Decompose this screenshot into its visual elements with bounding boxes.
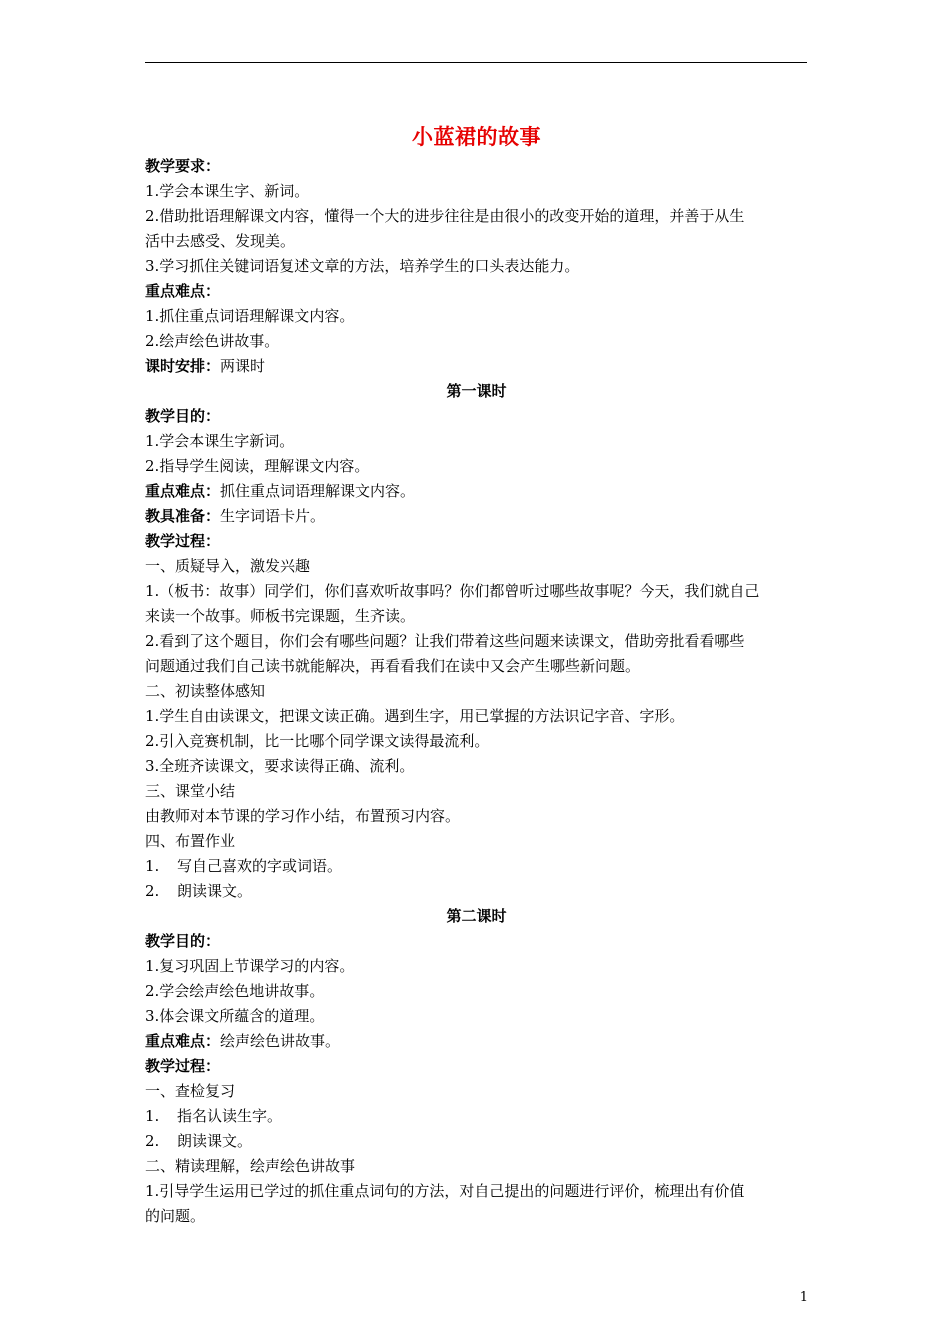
list-item: 2. 朗读课文。 <box>145 882 253 900</box>
difficulty-item: 1.抓住重点词语理解课文内容。 <box>145 307 355 325</box>
list-item: 2.引入竞赛机制，比一比哪个同学课文读得最流利。 <box>145 732 490 750</box>
lesson1-goal: 2.指导学生阅读，理解课文内容。 <box>145 457 370 475</box>
lesson1-process-heading: 教学过程： <box>145 532 221 550</box>
requirements-heading: 教学要求： <box>145 157 221 175</box>
lesson1-goal-heading: 教学目的： <box>145 407 221 425</box>
section-heading: 二、初读整体感知 <box>145 682 266 700</box>
lesson1-heading: 第一课时 <box>446 382 507 400</box>
difficulty-heading: 重点难点： <box>145 282 221 300</box>
paragraph: 由教师对本节课的学习作小结，布置预习内容。 <box>145 807 461 825</box>
paragraph: 1.（板书：故事）同学们，你们喜欢听故事吗？你们都曾听过哪些故事呢？今天，我们就自己 来读一个故事。师板书完课题，生齐读。 <box>145 582 760 625</box>
section-heading: 一、查检复习 <box>145 1082 236 1100</box>
section-heading: 一、质疑导入，激发兴趣 <box>145 557 311 575</box>
lesson1-goal: 1.学会本课生字新词。 <box>145 432 295 450</box>
requirement-item: 2.借助批语理解课文内容，懂得一个大的进步往往是由很小的改变开始的道理，并善于从生 活中去感受、发现美。 <box>145 207 745 250</box>
lesson2-process-heading: 教学过程： <box>145 1057 221 1075</box>
requirement-item: 3.学习抓住关键词语复述文章的方法，培养学生的口头表达能力。 <box>145 257 580 275</box>
document-body <box>145 120 808 1229</box>
section-heading: 二、精读理解，绘声绘色讲故事 <box>145 1157 356 1175</box>
list-item: 1. 写自己喜欢的字或词语。 <box>145 857 343 875</box>
lesson2-heading: 第二课时 <box>446 907 507 925</box>
document-title: 小蓝裙的故事 <box>412 124 541 149</box>
lesson2-goal-heading: 教学目的： <box>145 932 221 950</box>
paragraph: 1.引导学生运用已学过的抓住重点词句的方法，对自己提出的问题进行评价，梳理出有价值 的问题。 <box>145 1182 745 1225</box>
page-number: 1 <box>799 1290 808 1305</box>
list-item: 3.全班齐读课文，要求读得正确、流利。 <box>145 757 415 775</box>
section-heading: 三、课堂小结 <box>145 782 236 800</box>
schedule-line: 课时安排：两课时 <box>145 357 266 375</box>
section-heading: 四、布置作业 <box>145 832 236 850</box>
lesson2-key-points: 重点难点：绘声绘色讲故事。 <box>145 1032 341 1050</box>
requirement-item: 1.学会本课生字、新词。 <box>145 182 310 200</box>
lesson2-goal: 1.复习巩固上节课学习的内容。 <box>145 957 355 975</box>
difficulty-item: 2.绘声绘色讲故事。 <box>145 332 280 350</box>
list-item: 1.学生自由读课文，把课文读正确。遇到生字，用已掌握的方法识记字音、字形。 <box>145 707 685 725</box>
lesson2-goal: 3.体会课文所蕴含的道理。 <box>145 1007 325 1025</box>
lesson2-goal: 2.学会绘声绘色地讲故事。 <box>145 982 325 1000</box>
paragraph: 2.看到了这个题目，你们会有哪些问题？让我们带着这些问题来读课文，借助旁批看看哪些 问题通过我们自己读书就能解决，再看看我们在读中又会产生哪些新问题。 <box>145 632 745 675</box>
list-item: 2. 朗读课文。 <box>145 1132 253 1150</box>
lesson1-key-points: 重点难点：抓住重点词语理解课文内容。 <box>145 482 416 500</box>
list-item: 1. 指名认读生字。 <box>145 1107 283 1125</box>
header-rule <box>145 62 807 63</box>
lesson1-tools: 教具准备：生字词语卡片。 <box>145 507 326 525</box>
